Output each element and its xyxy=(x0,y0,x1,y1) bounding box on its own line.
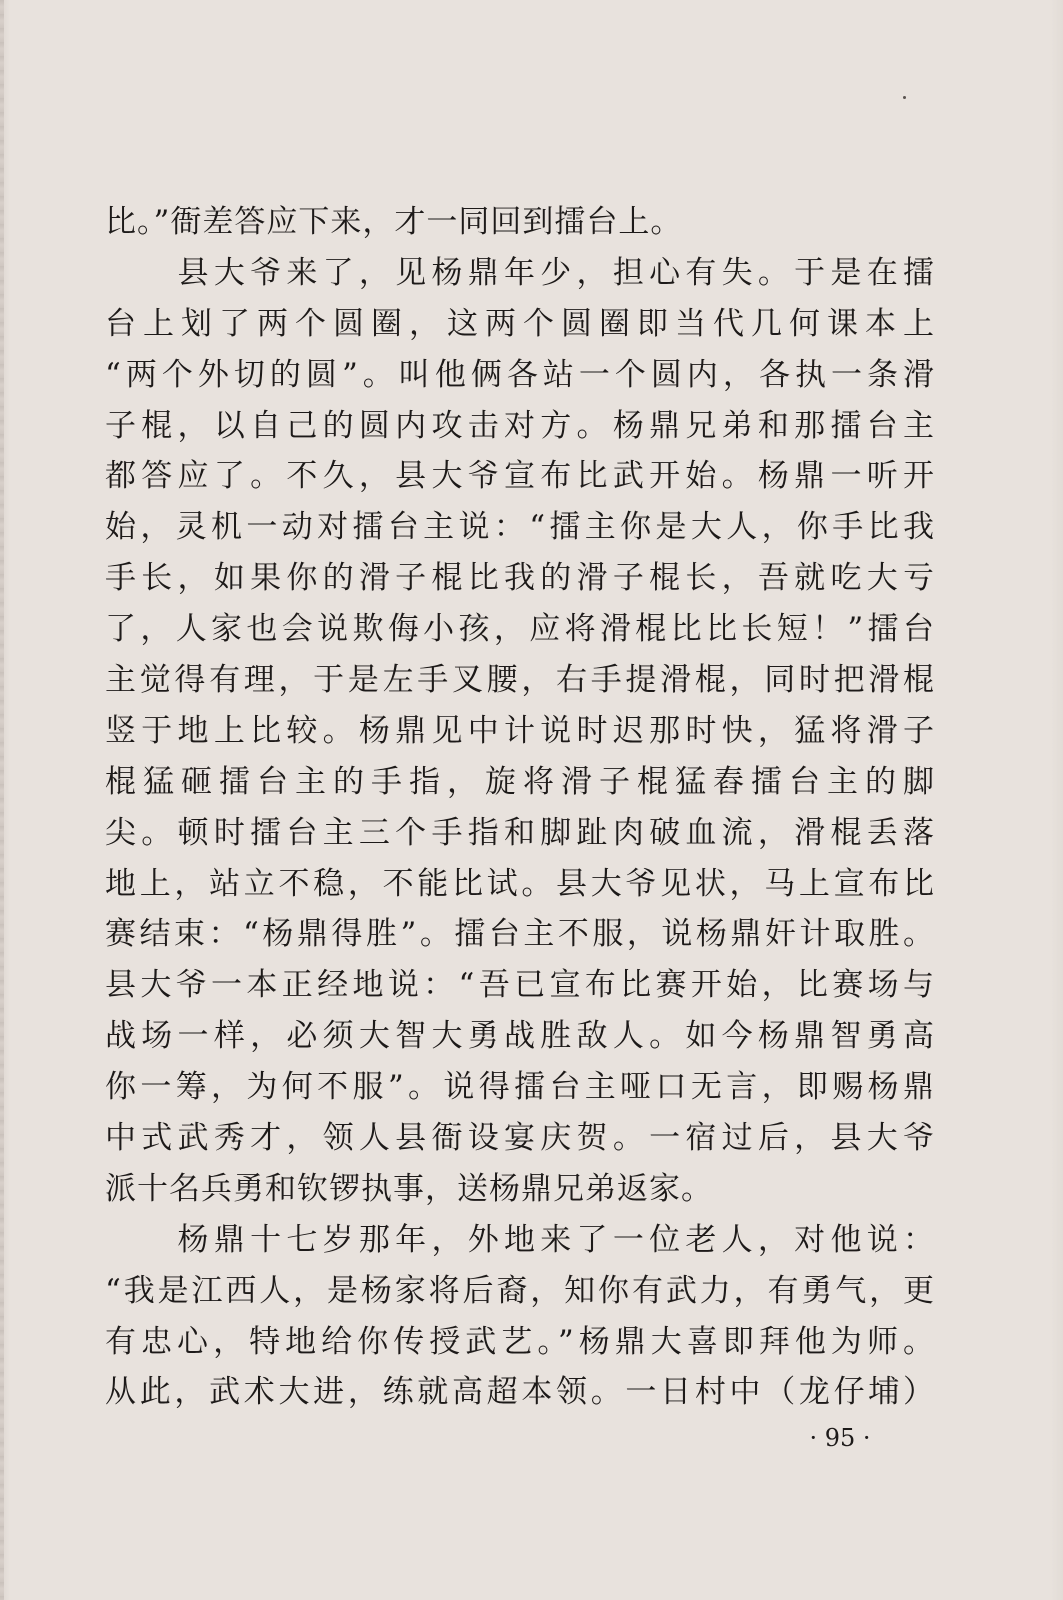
text-line: 从此，武术大进，练就高超本领。一日村中（龙仔埔） xyxy=(105,1374,935,1411)
text-line: 始，灵机一动对擂台主说：“擂主你是大人，你手比我 xyxy=(105,509,935,546)
text-line: 尖。顿时擂台主三个手指和脚趾肉破血流，滑棍丢落 xyxy=(105,814,935,851)
text-line: 中式武秀才，领人县衙设宴庆贺。一宿过后，县大爷 xyxy=(105,1120,935,1157)
text-line: “两个外切的圆”。叫他俩各站一个圆内，各执一条滑 xyxy=(105,356,935,393)
text-line: 主觉得有理，于是左手叉腰，右手提滑棍，同时把滑棍 xyxy=(105,662,935,699)
page-left-edge xyxy=(0,0,4,1600)
text-line: 杨鼎十七岁那年，外地来了一位老人，对他说： xyxy=(105,1221,935,1258)
text-line: 棍猛砸擂台主的手指，旋将滑子棍猛舂擂台主的脚 xyxy=(105,763,935,800)
text-line: 县大爷一本正经地说：“吾已宣布比赛开始，比赛场与 xyxy=(105,967,935,1004)
text-line: 竖于地上比较。杨鼎见中计说时迟那时快，猛将滑子 xyxy=(105,712,935,749)
text-line: 手长，如果你的滑子棍比我的滑子棍长，吾就吃大亏 xyxy=(105,560,935,597)
page-number: · 95 · xyxy=(809,1424,871,1452)
text-line: 派十名兵勇和钦锣执事，送杨鼎兄弟返家。 xyxy=(105,1170,713,1207)
text-line: 比。”衙差答应下来，才一同回到擂台上。 xyxy=(105,204,683,240)
text-line: 台上划了两个圆圈，这两个圆圈即当代几何课本上 xyxy=(105,305,935,342)
text-line: 县大爷来了，见杨鼎年少，担心有失。于是在擂 xyxy=(105,254,935,291)
text-line: 你一筹，为何不服”。说得擂台主哑口无言，即赐杨鼎 xyxy=(105,1069,935,1106)
text-line: 子棍，以自己的圆内攻击对方。杨鼎兄弟和那擂台主 xyxy=(105,407,935,444)
text-line: 战场一样，必须大智大勇战胜敌人。如今杨鼎智勇高 xyxy=(105,1018,935,1055)
text-line: 了，人家也会说欺侮小孩，应将滑棍比比长短！”擂台 xyxy=(105,611,935,648)
print-speck xyxy=(903,96,906,99)
body-text xyxy=(105,197,935,1418)
text-line: 有忠心，特地给你传授武艺。”杨鼎大喜即拜他为师。 xyxy=(105,1323,935,1360)
text-line: 都答应了。不久，县大爷宣布比武开始。杨鼎一听开 xyxy=(105,458,935,495)
text-line: “我是江西人，是杨家将后裔，知你有武力，有勇气，更 xyxy=(105,1272,935,1309)
text-line: 地上，站立不稳，不能比试。县大爷见状，马上宣布比 xyxy=(105,865,935,902)
text-line: 赛结束：“杨鼎得胜”。擂台主不服，说杨鼎奸计取胜。 xyxy=(105,916,935,953)
